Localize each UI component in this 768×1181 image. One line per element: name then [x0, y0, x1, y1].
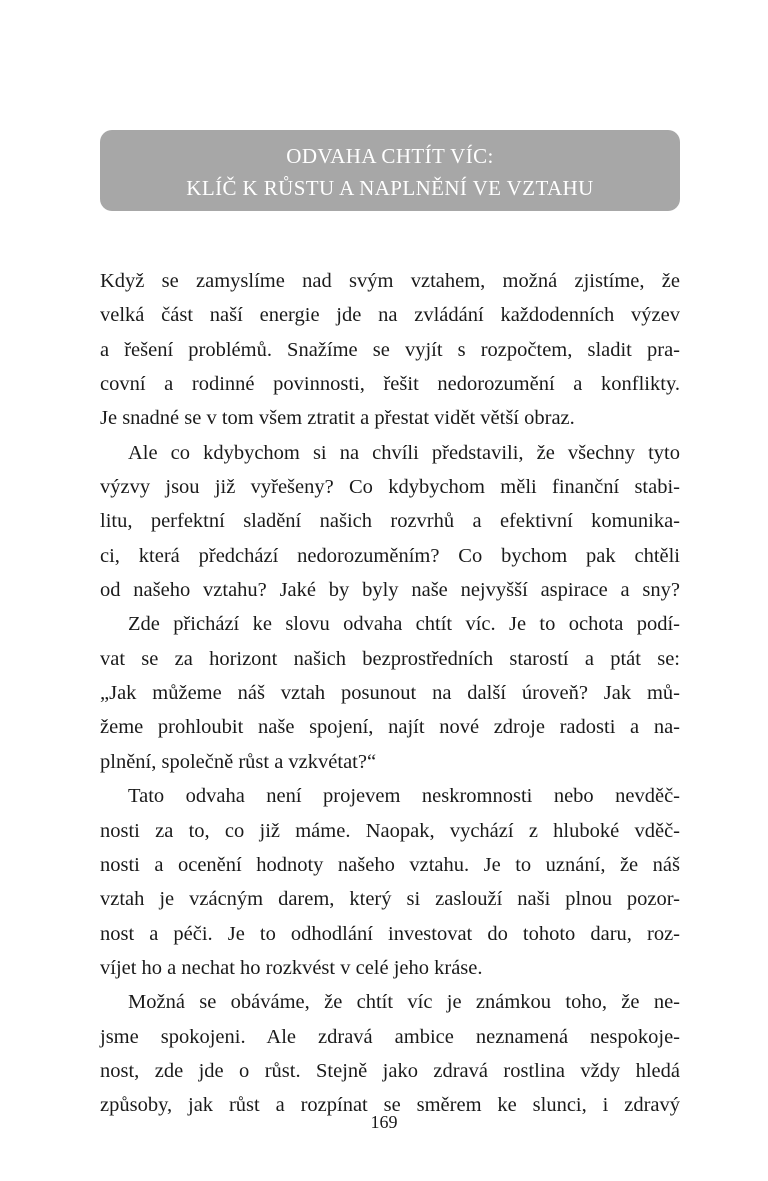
text-line: jsme spokojeni. Ale zdravá ambice neznamená nespokoje-: [100, 1025, 680, 1048]
text-line: Možná se obáváme, že chtít víc je známkou toho, že ne-: [128, 991, 680, 1014]
text-line: „Jak můžeme náš vztah posunout na další úroveň? Jak mů-: [100, 682, 680, 705]
text-line: výzvy jsou již vyřešeny? Co kdybychom měli finanční stabi-: [100, 476, 680, 499]
body-text: [100, 264, 680, 1123]
text-line: a řešení problémů. Snažíme se vyjít s rozpočtem, sladit pra-: [100, 338, 680, 361]
text-line: žeme prohloubit naše spojení, najít nové zdroje radosti a na-: [100, 716, 680, 739]
text-line: Když se zamyslíme nad svým vztahem, možná zjistíme, že: [100, 270, 680, 292]
text-line: Ale co kdybychom si na chvíli představili, že všechny tyto: [128, 441, 680, 464]
text-line: nost a péči. Je to odhodlání investovat do tohoto daru, roz-: [100, 922, 680, 945]
text-line: od našeho vztahu? Jaké by byly naše nejvyšší aspirace a sny?: [100, 579, 680, 602]
text-line: velká část naší energie jde na zvládání každodenních výzev: [100, 304, 680, 327]
text-line: Je snadné se v tom všem ztratit a přestat vidět větší obraz.: [100, 407, 575, 430]
chapter-title-line-1: ODVAHA CHTÍT VÍC:: [286, 144, 494, 168]
page-number: 169: [370, 1112, 398, 1132]
text-line: vat se za horizont našich bezprostředních starostí a ptát se:: [100, 647, 680, 670]
chapter-title-banner: [100, 130, 680, 211]
text-line: způsoby, jak růst a rozpínat se směrem ke slunci, i zdravý: [100, 1094, 680, 1117]
text-line: Tato odvaha není projevem neskromnosti nebo nevděč-: [128, 785, 680, 808]
text-line: plnění, společně růst a vzkvétat?“: [100, 750, 377, 773]
text-line: víjet ho a nechat ho rozkvést v celé jeho kráse.: [100, 956, 483, 979]
text-line: Zde přichází ke slovu odvaha chtít víc. Je to ochota podí-: [128, 613, 680, 636]
text-line: nost, zde jde o růst. Stejně jako zdravá rostlina vždy hledá: [100, 1059, 680, 1082]
text-line: ci, která předchází nedorozuměním? Co bychom pak chtěli: [100, 544, 680, 567]
text-line: vztah je vzácným darem, který si zaslouží naši plnou pozor-: [100, 888, 680, 911]
text-line: nosti a ocenění hodnoty našeho vztahu. Je to uznání, že náš: [100, 853, 680, 876]
chapter-title-line-2: KLÍČ K RŮSTU A NAPLNĚNÍ VE VZTAHU: [186, 176, 594, 200]
text-line: litu, perfektní sladění našich rozvrhů a efektivní komunika-: [100, 510, 680, 533]
text-line: covní a rodinné povinnosti, řešit nedorozumění a konflikty.: [100, 373, 680, 396]
text-line: nosti za to, co již máme. Naopak, vychází z hluboké vděč-: [100, 819, 680, 842]
